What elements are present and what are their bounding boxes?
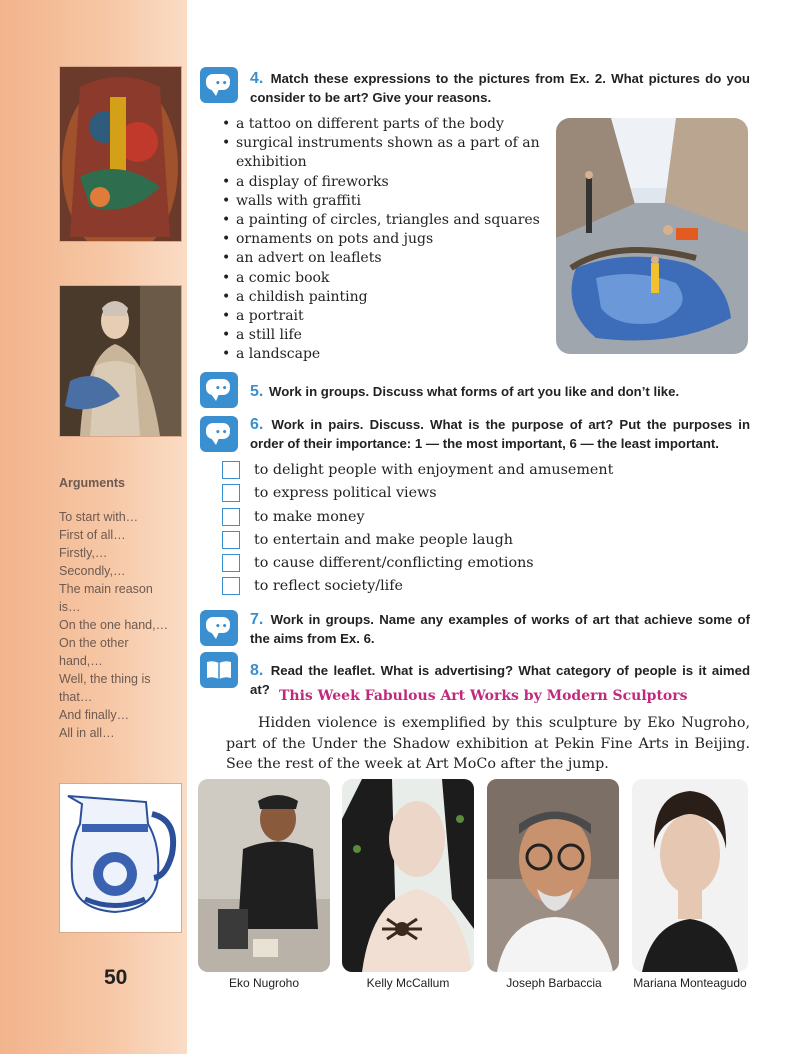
exercise-5-instruction <box>250 382 750 401</box>
sculptor-name: Eko Nugroho <box>228 976 300 990</box>
list-item: • a childish painting <box>222 288 552 307</box>
argument-phrase: that… <box>59 690 93 704</box>
exercise-number: 5. <box>250 383 264 400</box>
sculptor-photo <box>487 779 619 972</box>
ranking-checkbox[interactable] <box>222 484 240 502</box>
argument-phrase: Well, the thing is <box>59 672 151 686</box>
purpose-row <box>222 460 613 483</box>
ranking-checkbox[interactable] <box>222 508 240 526</box>
exercise-number: 6. <box>250 416 264 433</box>
argument-phrase: On the one hand,… <box>59 618 169 632</box>
list-item: • walls with graffiti <box>222 192 552 211</box>
exercise-number: 4. <box>250 70 264 87</box>
speech-bubble-icon: ••• <box>200 67 238 103</box>
exercise-text: Work in pairs. Discuss. What is the purpose of art? Put the purposes in order of their importance: 1 — the most important, 6 — the least important. <box>250 417 750 451</box>
sculptor-photo <box>632 779 748 972</box>
sculptor-name: Joseph Barbaccia <box>506 976 602 990</box>
argument-phrase: Firstly,… <box>59 546 108 560</box>
exercise-text: Read the leaflet. What is advertising? What category of people is it aimed at? <box>250 663 750 697</box>
argument-phrase: To start with… <box>59 510 139 524</box>
speech-bubble-icon: ••• <box>200 610 238 646</box>
list-item: • surgical instruments shown as a part of an exhibition <box>222 134 552 172</box>
exercise-number: 7. <box>250 611 264 628</box>
exercise-text: Match these expressions to the pictures from Ex. 2. What pictures do you consider to be art? Give your reasons. <box>250 71 750 105</box>
sculptor-name: Mariana Monteagudo <box>633 976 747 990</box>
ranking-checkbox[interactable] <box>222 531 240 549</box>
purpose-row <box>222 576 613 599</box>
argument-phrase: hand,… <box>59 654 103 668</box>
purpose-row <box>222 483 613 506</box>
sculptor-photo <box>198 779 330 972</box>
list-item: • a still life <box>222 326 552 345</box>
sculptor-photo <box>342 779 474 972</box>
purpose-text: to make money <box>254 508 365 525</box>
list-item: • a portrait <box>222 307 552 326</box>
exercise-4-instruction <box>250 69 750 107</box>
exercise-number: 8. <box>250 662 264 679</box>
speech-bubble-icon: ••• <box>200 372 238 408</box>
list-item: • a comic book <box>222 269 552 288</box>
list-item: • a tattoo on different parts of the body <box>222 115 552 134</box>
ranking-checkbox[interactable] <box>222 577 240 595</box>
argument-phrase: All in all… <box>59 726 115 740</box>
list-item: • a landscape <box>222 345 552 364</box>
book-icon <box>200 652 238 688</box>
exercise-text: Work in groups. Name any examples of works of art that achieve some of the aims from Ex. 6. <box>250 612 750 646</box>
leaflet-body: Hidden violence is exemplified by this sculpture by Eko Nugroho, part of the Under the Shadow exhibition at Pekin Fine Arts in Beijing. See the rest of the week at Art MoCo after the jump. <box>226 715 750 772</box>
list-item: • a painting of circles, triangles and squares <box>222 211 552 230</box>
purpose-row <box>222 530 613 553</box>
ranking-checkbox[interactable] <box>222 461 240 479</box>
purpose-text: to reflect society/life <box>254 578 404 595</box>
purpose-text: to cause different/conflicting emotions <box>254 555 534 572</box>
expressions-list <box>222 115 552 365</box>
purposes-list <box>222 460 613 600</box>
argument-phrase: And finally… <box>59 708 130 722</box>
exercise-text: Work in groups. Discuss what forms of art you like and don’t like. <box>269 384 680 399</box>
argument-phrase: The main reason <box>59 582 153 596</box>
ranking-checkbox[interactable] <box>222 554 240 572</box>
leaflet-title: This Week Fabulous Art Works by Modern Sculptors <box>279 688 688 704</box>
purpose-text: to express political views <box>254 485 437 502</box>
argument-phrase: First of all… <box>59 528 126 542</box>
argument-phrase: is… <box>59 600 81 614</box>
list-item: • an advert on leaflets <box>222 249 552 268</box>
list-item: • a display of fireworks <box>222 173 552 192</box>
argument-phrase: On the other <box>59 636 129 650</box>
purpose-text: to delight people with enjoyment and amusement <box>254 462 614 478</box>
purpose-row <box>222 507 613 530</box>
arguments-title: Arguments <box>59 476 125 490</box>
tattoo-image <box>59 66 182 242</box>
jug-image <box>59 783 182 933</box>
arguments-box <box>59 476 184 742</box>
street-art-image <box>556 118 748 354</box>
argument-phrase: Secondly,… <box>59 564 126 578</box>
sculptor-name: Kelly McCallum <box>366 976 450 990</box>
portrait-painting-image <box>59 285 182 437</box>
exercise-6-instruction <box>250 415 750 453</box>
speech-bubble-icon: ••• <box>200 416 238 452</box>
purpose-row <box>222 553 613 576</box>
purpose-text: to entertain and make people laugh <box>254 531 513 548</box>
page-number: 50 <box>104 966 128 989</box>
list-item: • ornaments on pots and jugs <box>222 230 552 249</box>
exercise-7-instruction <box>250 610 750 648</box>
